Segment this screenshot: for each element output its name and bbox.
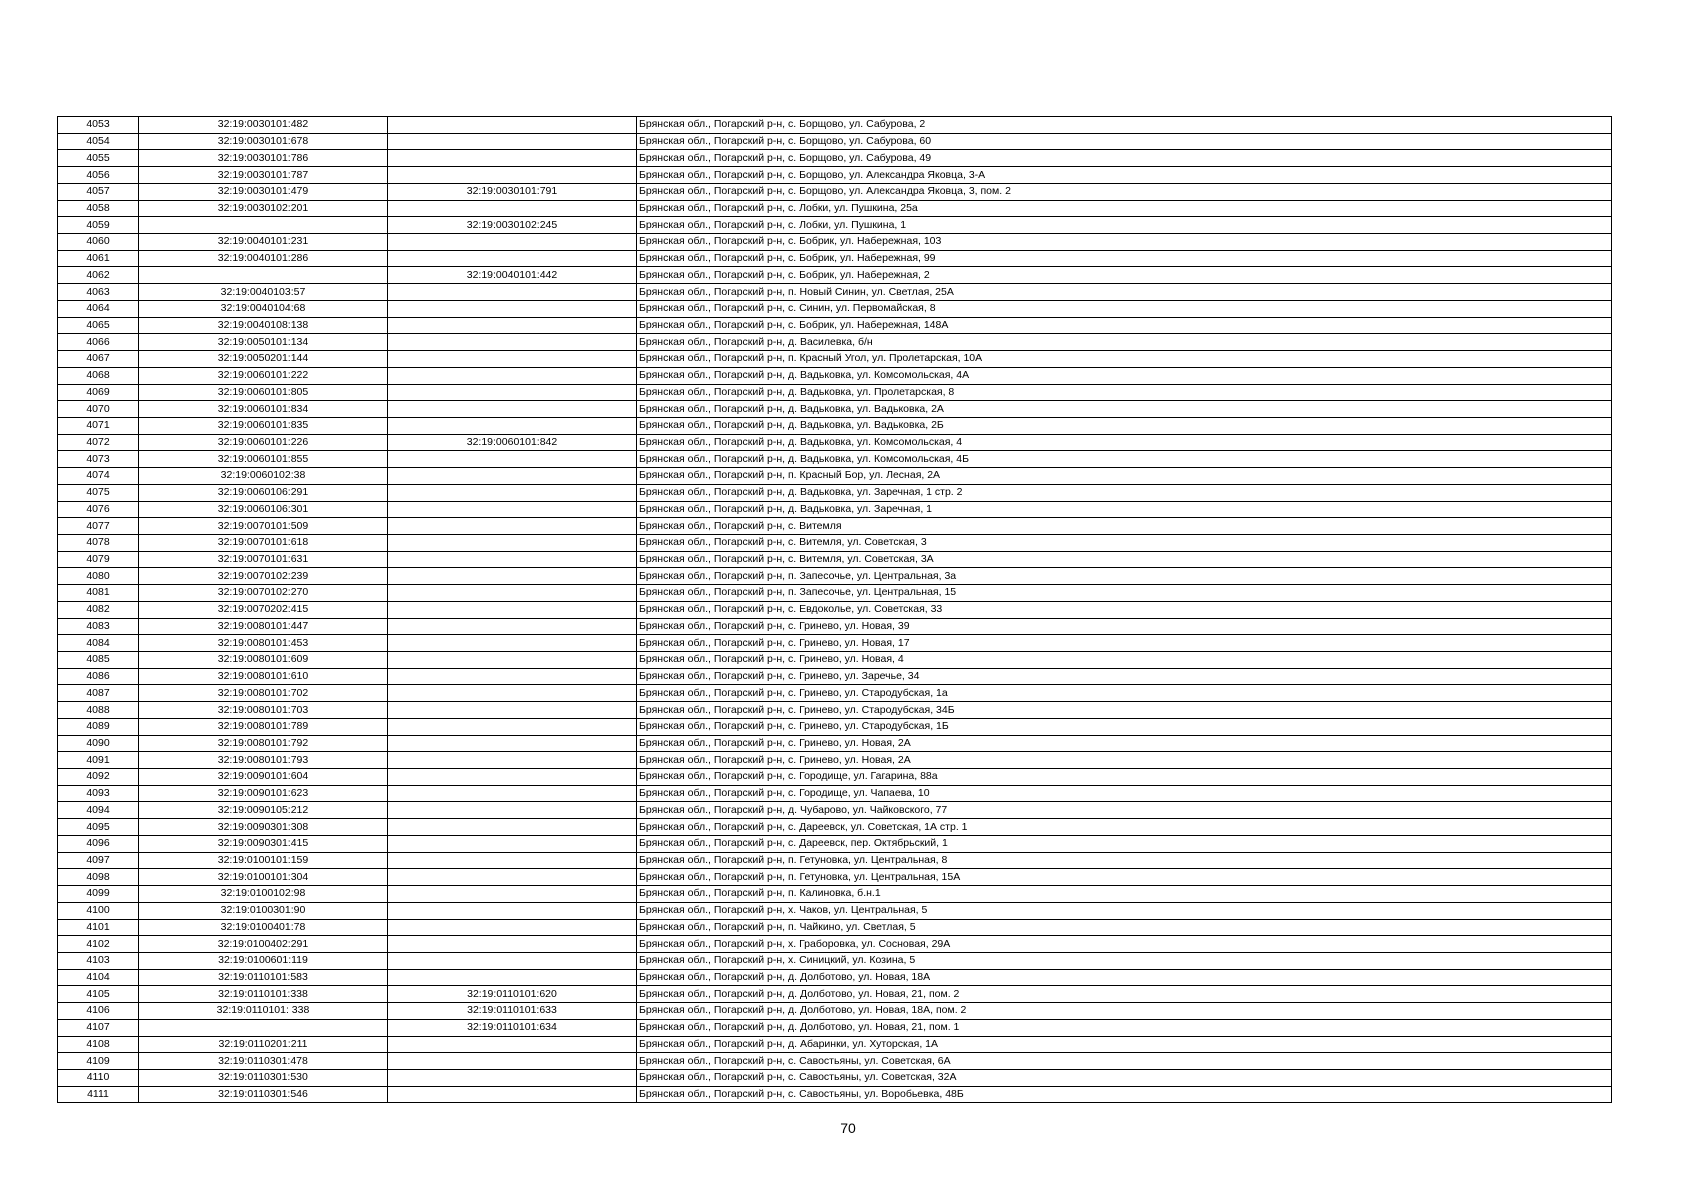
address-cell: Брянская обл., Погарский р-н, с. Борщово, ул. Александра Яковца, 3-А [637,167,1612,184]
row-number-cell: 4095 [58,819,139,836]
cadastral-number-cell: 32:19:0080101:610 [139,668,388,685]
row-number-cell: 4077 [58,518,139,535]
table-row [58,117,1612,134]
row-number-cell: 4084 [58,635,139,652]
table-row [58,1086,1612,1103]
cadastral-number-cell: 32:19:0070101:631 [139,551,388,568]
table-row [58,417,1612,434]
address-cell: Брянская обл., Погарский р-н, п. Калиновка, б.н.1 [637,886,1612,903]
table-row [58,685,1612,702]
address-cell: Брянская обл., Погарский р-н, д. Вадьковка, ул. Заречная, 1 [637,501,1612,518]
cadastral-number-cell: 32:19:0070202:415 [139,601,388,618]
cadastral-number-cell: 32:19:0100401:78 [139,919,388,936]
row-number-cell: 4110 [58,1069,139,1086]
row-number-cell: 4103 [58,952,139,969]
related-cadastral-number-cell [388,769,637,786]
address-cell: Брянская обл., Погарский р-н, с. Дареевск, пер. Октябрьский, 1 [637,835,1612,852]
table-row [58,133,1612,150]
address-cell: Брянская обл., Погарский р-н, д. Долботово, ул. Новая, 18А [637,969,1612,986]
address-cell: Брянская обл., Погарский р-н, с. Гринево, ул. Новая, 4 [637,652,1612,669]
related-cadastral-number-cell: 32:19:0110101:620 [388,986,637,1003]
address-cell: Брянская обл., Погарский р-н, с. Гринево, ул. Заречье, 34 [637,668,1612,685]
address-cell: Брянская обл., Погарский р-н, с. Гринево, ул. Новая, 2А [637,752,1612,769]
address-cell: Брянская обл., Погарский р-н, с. Евдоколье, ул. Советская, 33 [637,601,1612,618]
table-row [58,752,1612,769]
related-cadastral-number-cell [388,835,637,852]
cadastral-number-cell: 32:19:0030101:786 [139,150,388,167]
address-cell: Брянская обл., Погарский р-н, с. Савостьяны, ул. Советская, 32А [637,1069,1612,1086]
related-cadastral-number-cell [388,351,637,368]
row-number-cell: 4099 [58,886,139,903]
row-number-cell: 4089 [58,718,139,735]
cadastral-number-cell: 32:19:0100101:304 [139,869,388,886]
cadastral-number-cell: 32:19:0070102:239 [139,568,388,585]
related-cadastral-number-cell [388,133,637,150]
address-cell: Брянская обл., Погарский р-н, с. Витемля, ул. Советская, 3 [637,534,1612,551]
row-number-cell: 4085 [58,652,139,669]
table-row [58,601,1612,618]
related-cadastral-number-cell: 32:19:0060101:842 [388,434,637,451]
related-cadastral-number-cell: 32:19:0030101:791 [388,183,637,200]
related-cadastral-number-cell [388,234,637,251]
cadastral-number-cell: 32:19:0060101:855 [139,451,388,468]
cadastral-number-cell: 32:19:0050101:134 [139,334,388,351]
cadastral-number-cell: 32:19:0090301:415 [139,835,388,852]
table-row [58,936,1612,953]
table-row [58,1036,1612,1053]
table-row [58,919,1612,936]
cadastral-number-cell: 32:19:0100101:159 [139,852,388,869]
cadastral-number-cell: 32:19:0090301:308 [139,819,388,836]
table-row [58,769,1612,786]
cadastral-number-cell: 32:19:0070102:270 [139,585,388,602]
table-row [58,702,1612,719]
cadastral-number-cell: 32:19:0070101:618 [139,534,388,551]
table-row [58,451,1612,468]
related-cadastral-number-cell [388,685,637,702]
cadastral-number-cell: 32:19:0110301:478 [139,1053,388,1070]
row-number-cell: 4079 [58,551,139,568]
row-number-cell: 4060 [58,234,139,251]
cadastral-number-cell: 32:19:0060101:834 [139,401,388,418]
related-cadastral-number-cell: 32:19:0110101:633 [388,1003,637,1020]
address-cell: Брянская обл., Погарский р-н, д. Абаринки, ул. Хуторская, 1А [637,1036,1612,1053]
row-number-cell: 4094 [58,802,139,819]
address-cell: Брянская обл., Погарский р-н, д. Долботово, ул. Новая, 21, пом. 2 [637,986,1612,1003]
address-cell: Брянская обл., Погарский р-н, с. Гринево, ул. Стародубская, 34Б [637,702,1612,719]
address-cell: Брянская обл., Погарский р-н, с. Борщово, ул. Сабурова, 49 [637,150,1612,167]
related-cadastral-number-cell [388,1086,637,1103]
cadastral-number-cell: 32:19:0110301:530 [139,1069,388,1086]
cadastral-number-cell: 32:19:0030101:482 [139,117,388,134]
address-cell: Брянская обл., Погарский р-н, д. Вадьковка, ул. Заречная, 1 стр. 2 [637,484,1612,501]
row-number-cell: 4059 [58,217,139,234]
related-cadastral-number-cell [388,585,637,602]
related-cadastral-number-cell [388,886,637,903]
table-row [58,434,1612,451]
address-cell: Брянская обл., Погарский р-н, п. Гетуновка, ул. Центральная, 15А [637,869,1612,886]
related-cadastral-number-cell [388,936,637,953]
row-number-cell: 4074 [58,468,139,485]
table-row [58,819,1612,836]
related-cadastral-number-cell [388,785,637,802]
related-cadastral-number-cell [388,401,637,418]
table-row [58,183,1612,200]
address-cell: Брянская обл., Погарский р-н, с. Бобрик, ул. Набережная, 148А [637,317,1612,334]
related-cadastral-number-cell [388,534,637,551]
row-number-cell: 4106 [58,1003,139,1020]
cadastral-number-cell [139,267,388,284]
related-cadastral-number-cell [388,200,637,217]
cadastral-number-cell: 32:19:0040101:286 [139,250,388,267]
cadastral-number-cell: 32:19:0110101: 338 [139,1003,388,1020]
page-number: 70 [840,1120,856,1136]
cadastral-number-cell: 32:19:0080101:793 [139,752,388,769]
related-cadastral-number-cell [388,601,637,618]
related-cadastral-number-cell [388,384,637,401]
table-row [58,1019,1612,1036]
related-cadastral-number-cell [388,551,637,568]
cadastral-number-cell: 32:19:0030101:787 [139,167,388,184]
address-cell: Брянская обл., Погарский р-н, с. Бобрик, ул. Набережная, 103 [637,234,1612,251]
cadastral-number-cell: 32:19:0060106:291 [139,484,388,501]
address-cell: Брянская обл., Погарский р-н, с. Савостьяны, ул. Воробьевка, 48Б [637,1086,1612,1103]
row-number-cell: 4090 [58,735,139,752]
address-cell: Брянская обл., Погарский р-н, с. Гринево, ул. Новая, 2А [637,735,1612,752]
related-cadastral-number-cell [388,952,637,969]
related-cadastral-number-cell [388,752,637,769]
cadastral-number-cell: 32:19:0090101:604 [139,769,388,786]
related-cadastral-number-cell [388,451,637,468]
cadastral-number-cell: 32:19:0030101:479 [139,183,388,200]
cadastral-number-cell: 32:19:0080101:789 [139,718,388,735]
address-cell: Брянская обл., Погарский р-н, с. Городище, ул. Гагарина, 88а [637,769,1612,786]
table-row [58,902,1612,919]
cadastral-number-cell: 32:19:0060101:222 [139,367,388,384]
related-cadastral-number-cell [388,284,637,301]
table-row [58,785,1612,802]
address-cell: Брянская обл., Погарский р-н, с. Борщово, ул. Сабурова, 60 [637,133,1612,150]
table-row [58,234,1612,251]
table-row [58,317,1612,334]
related-cadastral-number-cell [388,300,637,317]
table-row [58,969,1612,986]
table-row [58,334,1612,351]
address-cell: Брянская обл., Погарский р-н, п. Красный Угол, ул. Пролетарская, 10А [637,351,1612,368]
related-cadastral-number-cell [388,367,637,384]
row-number-cell: 4109 [58,1053,139,1070]
cadastral-number-cell [139,217,388,234]
table-row [58,200,1612,217]
table-row [58,585,1612,602]
row-number-cell: 4092 [58,769,139,786]
address-cell: Брянская обл., Погарский р-н, д. Долботово, ул. Новая, 21, пом. 1 [637,1019,1612,1036]
cadastral-number-cell: 32:19:0030102:201 [139,200,388,217]
related-cadastral-number-cell [388,1036,637,1053]
related-cadastral-number-cell [388,802,637,819]
row-number-cell: 4100 [58,902,139,919]
table-row [58,534,1612,551]
related-cadastral-number-cell [388,568,637,585]
table-row [58,468,1612,485]
row-number-cell: 4062 [58,267,139,284]
related-cadastral-number-cell [388,334,637,351]
related-cadastral-number-cell [388,635,637,652]
address-cell: Брянская обл., Погарский р-н, х. Чаков, ул. Центральная, 5 [637,902,1612,919]
related-cadastral-number-cell [388,117,637,134]
cadastral-number-cell: 32:19:0040101:231 [139,234,388,251]
table-row [58,351,1612,368]
address-cell: Брянская обл., Погарский р-н, п. Запесочье, ул. Центральная, 3а [637,568,1612,585]
related-cadastral-number-cell [388,652,637,669]
address-cell: Брянская обл., Погарский р-н, с. Бобрик, ул. Набережная, 2 [637,267,1612,284]
table-row [58,668,1612,685]
table-row [58,718,1612,735]
address-cell: Брянская обл., Погарский р-н, п. Чайкино, ул. Светлая, 5 [637,919,1612,936]
table-row [58,652,1612,669]
cadastral-number-cell: 32:19:0110101:583 [139,969,388,986]
cadastral-number-cell: 32:19:0070101:509 [139,518,388,535]
cadastral-number-cell: 32:19:0100301:90 [139,902,388,919]
related-cadastral-number-cell [388,702,637,719]
address-cell: Брянская обл., Погарский р-н, д. Вадьковка, ул. Пролетарская, 8 [637,384,1612,401]
row-number-cell: 4055 [58,150,139,167]
row-number-cell: 4104 [58,969,139,986]
related-cadastral-number-cell [388,484,637,501]
row-number-cell: 4068 [58,367,139,384]
row-number-cell: 4058 [58,200,139,217]
address-cell: Брянская обл., Погарский р-н, с. Борщово, ул. Александра Яковца, 3, пом. 2 [637,183,1612,200]
cadastral-number-cell: 32:19:0080101:702 [139,685,388,702]
related-cadastral-number-cell [388,902,637,919]
related-cadastral-number-cell [388,618,637,635]
related-cadastral-number-cell [388,468,637,485]
table-row [58,1069,1612,1086]
cadastral-number-cell: 32:19:0060102:38 [139,468,388,485]
table-row [58,1053,1612,1070]
cadastral-number-cell: 32:19:0110301:546 [139,1086,388,1103]
row-number-cell: 4088 [58,702,139,719]
row-number-cell: 4053 [58,117,139,134]
related-cadastral-number-cell: 32:19:0110101:634 [388,1019,637,1036]
cadastral-number-cell: 32:19:0110101:338 [139,986,388,1003]
row-number-cell: 4066 [58,334,139,351]
address-cell: Брянская обл., Погарский р-н, с. Витемля, ул. Советская, 3А [637,551,1612,568]
row-number-cell: 4082 [58,601,139,618]
address-cell: Брянская обл., Погарский р-н, с. Гринево, ул. Новая, 17 [637,635,1612,652]
row-number-cell: 4081 [58,585,139,602]
table-row [58,618,1612,635]
cadastral-number-cell: 32:19:0060106:301 [139,501,388,518]
row-number-cell: 4091 [58,752,139,769]
related-cadastral-number-cell [388,501,637,518]
table-row [58,869,1612,886]
address-cell: Брянская обл., Погарский р-н, с. Витемля [637,518,1612,535]
cadastral-number-cell: 32:19:0060101:805 [139,384,388,401]
related-cadastral-number-cell: 32:19:0030102:245 [388,217,637,234]
related-cadastral-number-cell [388,1069,637,1086]
cadastral-number-cell: 32:19:0030101:678 [139,133,388,150]
row-number-cell: 4111 [58,1086,139,1103]
row-number-cell: 4063 [58,284,139,301]
table-row [58,250,1612,267]
table-row [58,367,1612,384]
table-row [58,267,1612,284]
cadastral-number-cell: 32:19:0110201:211 [139,1036,388,1053]
address-cell: Брянская обл., Погарский р-н, с. Городище, ул. Чапаева, 10 [637,785,1612,802]
cadastral-number-cell: 32:19:0080101:703 [139,702,388,719]
row-number-cell: 4073 [58,451,139,468]
address-cell: Брянская обл., Погарский р-н, с. Лобки, ул. Пушкина, 25а [637,200,1612,217]
address-cell: Брянская обл., Погарский р-н, д. Вадьковка, ул. Комсомольская, 4 [637,434,1612,451]
cadastral-number-cell: 32:19:0080101:609 [139,652,388,669]
row-number-cell: 4071 [58,417,139,434]
address-cell: Брянская обл., Погарский р-н, с. Гринево, ул. Новая, 39 [637,618,1612,635]
related-cadastral-number-cell [388,718,637,735]
address-cell: Брянская обл., Погарский р-н, д. Долботово, ул. Новая, 18А, пом. 2 [637,1003,1612,1020]
cadastral-number-cell: 32:19:0080101:453 [139,635,388,652]
related-cadastral-number-cell [388,250,637,267]
cadastral-number-cell: 32:19:0060101:835 [139,417,388,434]
cadastral-number-cell: 32:19:0090101:623 [139,785,388,802]
related-cadastral-number-cell: 32:19:0040101:442 [388,267,637,284]
row-number-cell: 4086 [58,668,139,685]
address-cell: Брянская обл., Погарский р-н, д. Василевка, б/н [637,334,1612,351]
table-row [58,886,1612,903]
table-row [58,217,1612,234]
cadastral-number-cell: 32:19:0050201:144 [139,351,388,368]
row-number-cell: 4098 [58,869,139,886]
address-cell: Брянская обл., Погарский р-н, х. Синицкий, ул. Козина, 5 [637,952,1612,969]
cadastral-number-cell [139,1019,388,1036]
address-cell: Брянская обл., Погарский р-н, д. Вадьковка, ул. Вадьковка, 2Б [637,417,1612,434]
row-number-cell: 4072 [58,434,139,451]
table-row [58,852,1612,869]
table-row [58,167,1612,184]
address-cell: Брянская обл., Погарский р-н, д. Вадьковка, ул. Вадьковка, 2А [637,401,1612,418]
cadastral-number-cell: 32:19:0060101:226 [139,434,388,451]
row-number-cell: 4054 [58,133,139,150]
row-number-cell: 4078 [58,534,139,551]
address-cell: Брянская обл., Погарский р-н, с. Бобрик, ул. Набережная, 99 [637,250,1612,267]
address-cell: Брянская обл., Погарский р-н, д. Чубарово, ул. Чайковского, 77 [637,802,1612,819]
address-cell: Брянская обл., Погарский р-н, с. Гринево, ул. Стародубская, 1а [637,685,1612,702]
row-number-cell: 4102 [58,936,139,953]
row-number-cell: 4056 [58,167,139,184]
address-cell: Брянская обл., Погарский р-н, д. Вадьковка, ул. Комсомольская, 4Б [637,451,1612,468]
address-cell: Брянская обл., Погарский р-н, с. Лобки, ул. Пушкина, 1 [637,217,1612,234]
table-row [58,501,1612,518]
row-number-cell: 4075 [58,484,139,501]
table-row [58,986,1612,1003]
address-cell: Брянская обл., Погарский р-н, п. Новый Синин, ул. Светлая, 25А [637,284,1612,301]
table-row [58,300,1612,317]
address-cell: Брянская обл., Погарский р-н, с. Гринево, ул. Стародубская, 1Б [637,718,1612,735]
related-cadastral-number-cell [388,735,637,752]
related-cadastral-number-cell [388,417,637,434]
row-number-cell: 4087 [58,685,139,702]
related-cadastral-number-cell [388,819,637,836]
related-cadastral-number-cell [388,317,637,334]
cadastral-number-cell: 32:19:0100402:291 [139,936,388,953]
table-row [58,635,1612,652]
table-row [58,835,1612,852]
address-cell: Брянская обл., Погарский р-н, с. Синин, ул. Первомайская, 8 [637,300,1612,317]
row-number-cell: 4083 [58,618,139,635]
row-number-cell: 4107 [58,1019,139,1036]
table-row [58,401,1612,418]
address-cell: Брянская обл., Погарский р-н, х. Граборовка, ул. Сосновая, 29А [637,936,1612,953]
row-number-cell: 4093 [58,785,139,802]
table-row [58,384,1612,401]
related-cadastral-number-cell [388,1053,637,1070]
data-table [57,116,1612,1103]
table-row [58,568,1612,585]
row-number-cell: 4096 [58,835,139,852]
cadastral-number-cell: 32:19:0040104:68 [139,300,388,317]
address-cell: Брянская обл., Погарский р-н, с. Дареевск, ул. Советская, 1А стр. 1 [637,819,1612,836]
cadastral-number-cell: 32:19:0040103:57 [139,284,388,301]
related-cadastral-number-cell [388,518,637,535]
table-row [58,1003,1612,1020]
table-row [58,551,1612,568]
related-cadastral-number-cell [388,969,637,986]
table-row [58,284,1612,301]
cadastral-number-cell: 32:19:0100601:119 [139,952,388,969]
table-row [58,518,1612,535]
table-row [58,150,1612,167]
related-cadastral-number-cell [388,668,637,685]
address-cell: Брянская обл., Погарский р-н, п. Гетуновка, ул. Центральная, 8 [637,852,1612,869]
table-row [58,952,1612,969]
address-cell: Брянская обл., Погарский р-н, с. Савостьяны, ул. Советская, 6А [637,1053,1612,1070]
address-cell: Брянская обл., Погарский р-н, п. Запесочье, ул. Центральная, 15 [637,585,1612,602]
row-number-cell: 4101 [58,919,139,936]
table-row [58,484,1612,501]
table-body [58,117,1612,1103]
row-number-cell: 4069 [58,384,139,401]
row-number-cell: 4057 [58,183,139,200]
related-cadastral-number-cell [388,919,637,936]
row-number-cell: 4061 [58,250,139,267]
row-number-cell: 4064 [58,300,139,317]
cadastral-number-cell: 32:19:0100102:98 [139,886,388,903]
table-row [58,735,1612,752]
address-cell: Брянская обл., Погарский р-н, д. Вадьковка, ул. Комсомольская, 4А [637,367,1612,384]
row-number-cell: 4080 [58,568,139,585]
row-number-cell: 4105 [58,986,139,1003]
row-number-cell: 4076 [58,501,139,518]
row-number-cell: 4065 [58,317,139,334]
related-cadastral-number-cell [388,150,637,167]
row-number-cell: 4070 [58,401,139,418]
table-row [58,802,1612,819]
related-cadastral-number-cell [388,167,637,184]
row-number-cell: 4097 [58,852,139,869]
cadastral-number-cell: 32:19:0080101:792 [139,735,388,752]
row-number-cell: 4108 [58,1036,139,1053]
related-cadastral-number-cell [388,869,637,886]
cadastral-number-cell: 32:19:0040108:138 [139,317,388,334]
cadastral-number-cell: 32:19:0090105:212 [139,802,388,819]
cadastral-number-cell: 32:19:0080101:447 [139,618,388,635]
address-cell: Брянская обл., Погарский р-н, п. Красный Бор, ул. Лесная, 2А [637,468,1612,485]
row-number-cell: 4067 [58,351,139,368]
related-cadastral-number-cell [388,852,637,869]
address-cell: Брянская обл., Погарский р-н, с. Борщово, ул. Сабурова, 2 [637,117,1612,134]
